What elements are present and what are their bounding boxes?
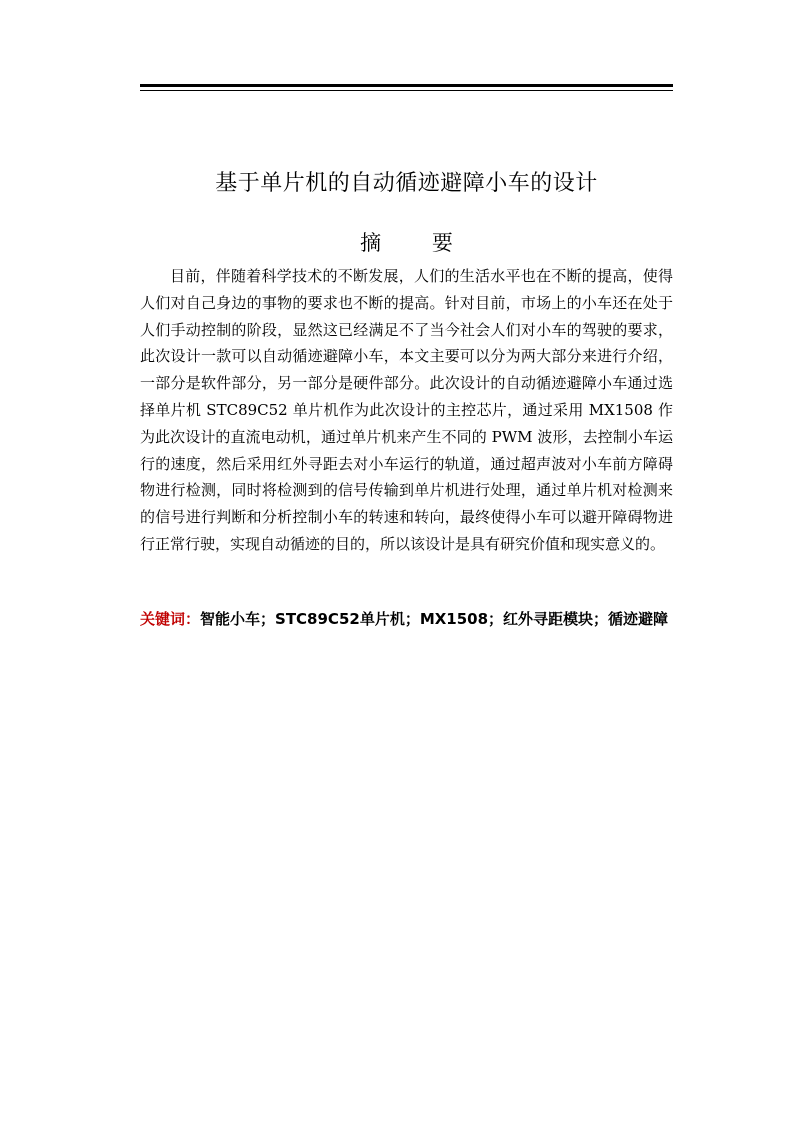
keywords-line (140, 606, 673, 632)
keywords-text: 智能小车；STC89C52单片机；MX1508；红外寻距模块；循迹避障 (200, 610, 669, 628)
header-rule-thick (140, 84, 673, 87)
keywords-label: 关键词： (140, 610, 201, 628)
abstract-heading: 摘 要 (360, 231, 475, 255)
header-rule-thin (140, 90, 673, 91)
abstract-body: 目前，伴随着科学技术的不断发展，人们的生活水平也在不断的提高，使得人们对自己身边的事物的要求也不断的提高。针对目前，市场上的小车还在处于人们手动控制的阶段，显然这已经满足不了当今社会人们对小车的驾驶的要求，此次设计一款可以自动循迹避障小车，本文主要可以分为两大部分来进行介绍，一部分是软件部分，另一部分是硬件部分。此次设计的自动循迹避障小车通过选择单片机 STC89C52 单片机作为此次设计的主控芯片，通过采用 MX1508 作为此次设计的直流电动机，通过单片机来产生不同的 PWM 波形，去控制小车运行的速度，然后采用红外寻距去对小车运行的轨道，通过超声波对小车前方障碍物进行检测，同时将检测到的信号传输到单片机进行处理，通过单片机对检测来的信号进行判断和分析控制小车的转速和转向，最终使得小车可以避开障碍物进行正常行驶，实现自动循迹的目的，所以该设计是具有研究价值和现实意义的。 (140, 267, 673, 553)
document-title: 基于单片机的自动循迹避障小车的设计 (215, 171, 598, 196)
